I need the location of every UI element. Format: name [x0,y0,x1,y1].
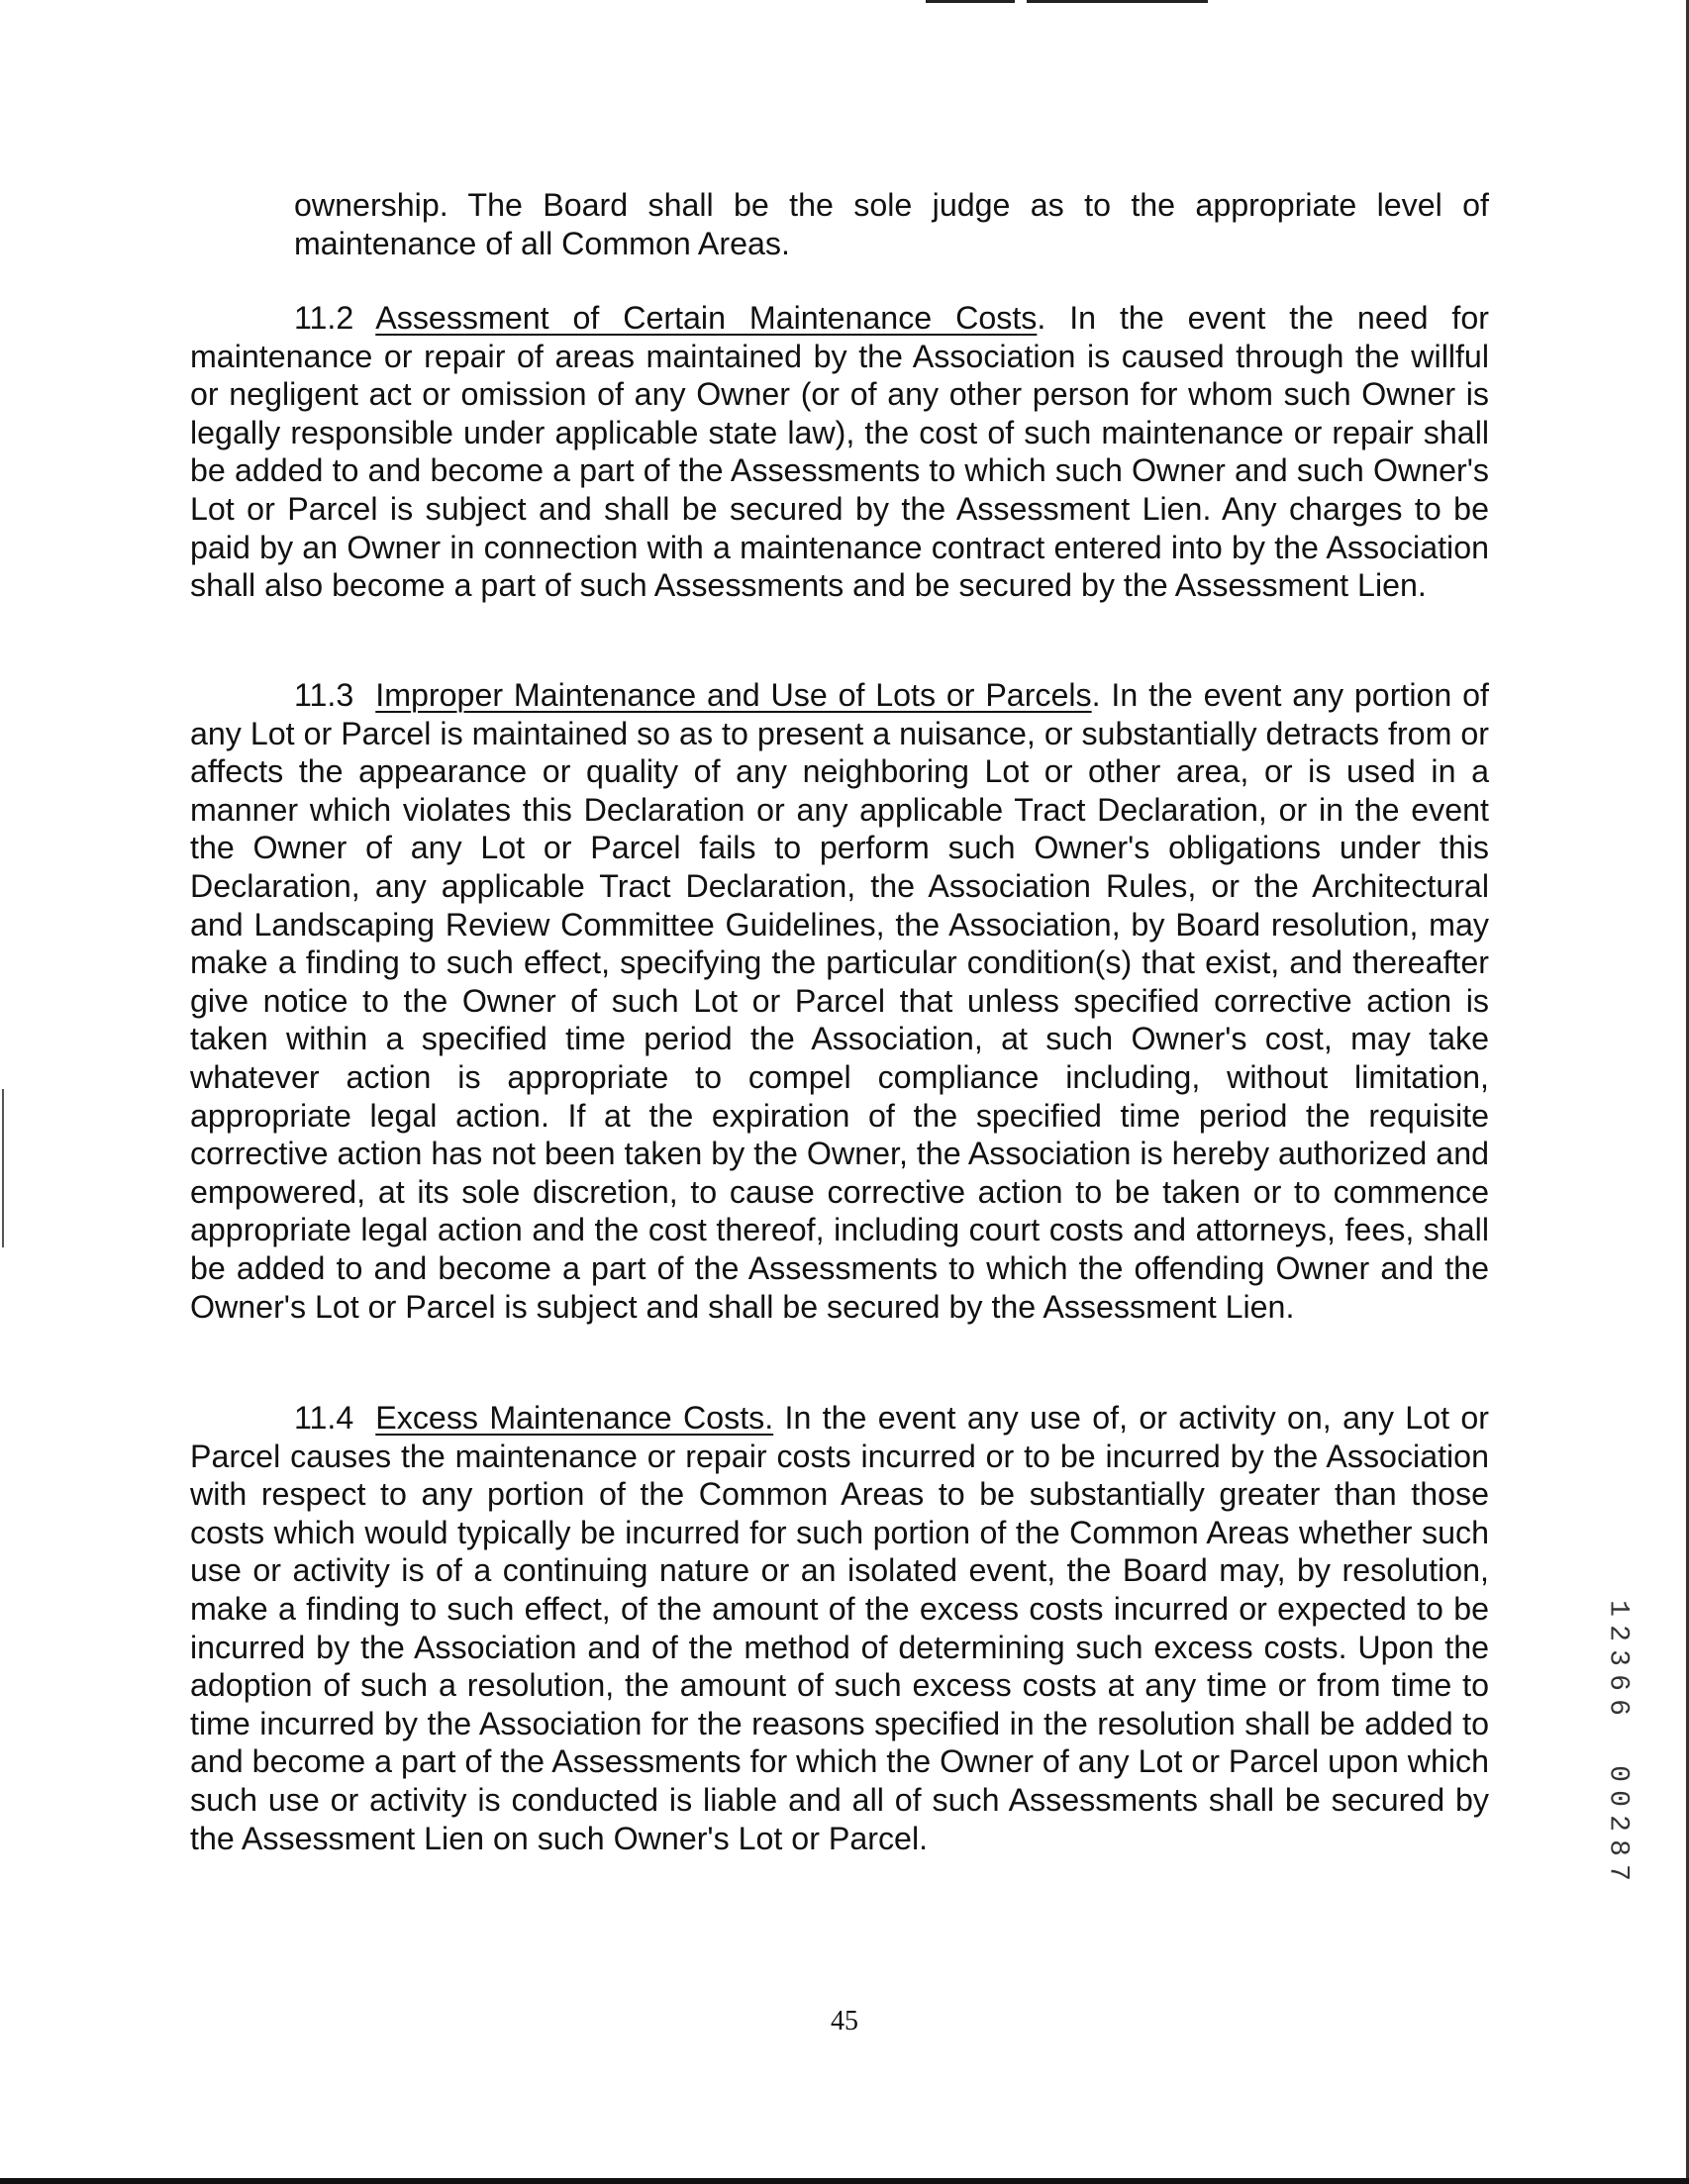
stamp-digit: 6 [1602,1699,1634,1716]
section-title-punct: . [1037,300,1046,336]
stamp-group-1 [1598,1596,1638,1720]
recording-stamp [1598,1596,1638,1885]
section-body: In the event any use of, or activity on, any Lot or Parcel causes the maintenance or repair costs incurred or to be incurred by the Association with respect to any portion of the Common Areas to be substantially greater than those costs which would typically be incurred for such portion of the Common Areas whether such use or activity is of a continuing nature or an isolated event, the Board may, by resolution, make a finding to such effect, of the amount of the excess costs incurred or expected to be incurred by the Association and of the method of determining such excess costs. Upon the adoption of such a resolution, the amount of such excess costs at any time or from time to time incurred by the Association for the reasons specified in the resolution shall be added to and become a part of the Assessments for which the Owner of any Lot or Parcel upon which such use or activity is conducted is liable and all of such Assessments shall be secured by the Assessment Lien on such Owner's Lot or Parcel. [190,1400,1489,1856]
section-number: 11.4 [294,1400,354,1436]
stamp-digit: 7 [1602,1864,1634,1881]
section-body: In the event the need for maintenance or repair of areas maintained by the Association is caused through the willful or negligent act or omission of any Owner (or of any other person for whom such Owner is legally responsible under applicable state law), the cost of such maintenance or repair shall be added to and become a part of the Assessments to which such Owner and such Owner's Lot or Parcel is subject and shall be secured by the Assessment Lien. Any charges to be paid by an Owner in connection with a maintenance contract entered into by the Association shall also become a part of such Assessments and be secured by the Assessment Lien. [190,300,1489,604]
stamp-group-2 [1598,1761,1638,1885]
section-11-4 [190,1399,1489,1857]
scan-artifact-top [926,0,1208,3]
section-body: In the event any portion of any Lot or Parcel is maintained so as to present a nuisance, or substantially detracts from or affects the appearance or quality of any neighboring Lot or other area, or is used in a manner which violates this Declaration or any applicable Tract Declaration, or in the event the Owner of any Lot or Parcel fails to perform such Owner's obligations under this Declaration, any applicable Tract Declaration, the Association Rules, or the Architectural and Landscaping Review Committee Guidelines, the Association, by Board resolution, may make a finding to such effect, specifying the particular condition(s) that exist, and thereafter give notice to the Owner of such Lot or Parcel that unless specified corrective action is taken within a specified time period the Association, at such Owner's cost, may take whatever action is appropriate to compel compliance including, without limitation, appropriate legal action. If at the expiration of the specified time period the requisite corrective action has not been taken by the Owner, the Association is hereby authorized and empowered, at its sole discretion, to cause corrective action to be taken or to commence appropriate legal action and the cost thereof, including court costs and attorneys, fees, shall be added to and become a part of the Assessments to which the offending Owner and the Owner's Lot or Parcel is subject and shall be secured by the Assessment Lien. [190,677,1489,1325]
paragraph-continuation-text: ownership. The Board shall be the sole judge as to the appropriate level of maintenance of all Common Areas. [294,187,1489,261]
stamp-digit: 2 [1602,1625,1634,1641]
section-title-punct: . [1091,677,1101,713]
section-title: Improper Maintenance and Use of Lots or Parcels [375,677,1092,713]
section-title: Assessment of Certain Maintenance Costs [375,300,1038,336]
stamp-digit: 8 [1602,1839,1634,1856]
stamp-digit: 0 [1602,1765,1634,1782]
section-number: 11.3 [294,677,354,713]
section-number: 11.2 [294,300,354,336]
stamp-digit: 3 [1602,1649,1634,1666]
section-11-2 [190,299,1489,605]
paragraph-continuation [294,186,1489,262]
page-number: 45 [831,2006,858,2036]
stamp-digit: 1 [1602,1600,1634,1617]
stamp-digit: 6 [1602,1674,1634,1691]
section-11-3 [190,676,1489,1326]
stamp-digit: 0 [1602,1790,1634,1807]
scan-artifact-bottom [0,2178,1689,2184]
scan-artifact-left [2,1089,4,1247]
stamp-digit: 2 [1602,1815,1634,1832]
section-title: Excess Maintenance Costs. [375,1400,774,1436]
